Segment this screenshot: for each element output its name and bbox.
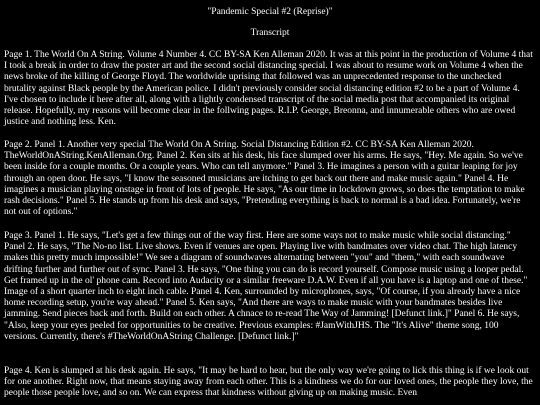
paragraph-page-1: Page 1. The World On A String. Volume 4 Number 4. CC BY-SA Ken Alleman 2020. It was at this point in the production of Volume 4 that I took a break in order to draw the poster art and the second social distancing special. I was about to resume work on Volume 4 when the news broke of the killing of George Floyd. The worldwide uprising that followed was an unprecedented response to the unchecked brutality against Black people by the American police. I didn't previously consider social distancing edition #2 to be a part of Volume 4. I've chosen to include it here after all, along with a lightly condensed transcript of the social media post that accompanied its original release. Hopefully, my reasons will become clear in the follwing pages. R.I.P. George, Breonna, and innumerable others who are owed justice and nothing less. Ken. (4, 50, 533, 128)
paragraph-page-4: Page 4. Ken is slumped at his desk again. He says, "It may be hard to hear, but the only way we're going to lick this thing is if we look out for one another. Right now, that means staying away from each other. This is a kindness we do for our loved ones, the people they love, the people those people love, and so on. We can express that kindness without giving up on making music. Even (4, 366, 533, 399)
page-subtitle: Transcript (250, 28, 290, 38)
paragraph-page-3: Page 3. Panel 1. He says, "Let's get a few things out of the way first. Here are some ways not to make music while social distancing." Panel 2. He says, "The No-no list. Live shows. Even if venues are open. Playing live with bandmates over video chat. The high latency makes this pretty much impossible!" We see a diagram of soundwaves alternating between "you" and "them," with each soundwave drifting further and further out of sync. Panel 3. He says, "One thing you can do is record yourself. Compose music using a looper pedal. Get framed up in the ol' phone cam. Record into Audacity or a similar freeware D.A.W. Even if all you have is a laptop and one of these." Image of a short quarter inch to eight inch cable. Panel 4. Ken, surrounded by microphones, says, "Of course, if you already have a nice home recording setup, you're way ahead." Panel 5. Ken says, "And there are ways to make music with your bandmates besides live jamming. Send pieces back and forth. Build on each other. A chnace to re-read The Way of Jamming! [Defunct link.]" Panel 6. He says, "Also, keep your eyes peeled for opportunities to be creative. Previous examples: #JamWithJHS. The "It's Alive" theme song, 100 versions. Currently, there's #TheWorldOnAString Challenge. [Defunct link.]" (4, 231, 528, 342)
paragraph-page-2: Page 2. Panel 1. Another very special The World On A String. Social Distancing Edition #2. CC BY-SA Ken Alleman 2020. TheWorldOnAString.KenAlleman.Org. Panel 2. Ken sits at his desk, his face slumped over his arms. He says, "Hey. Me again. So we've been inside for a couple months. Or a couple years. Who can tell anymore." Panel 3. He imagines a person with a guitar leaping for joy through an open door. He says, "I know the seasoned musicians are itching to get back out there and make music again." Panel 4. He imagines a musician playing onstage in front of lots of people. He says, "As our time in lockdown grows, so does the temptation to make rash decisions." Panel 5. He stands up from his desk and says, "Pretending everything is back to normal is a bad idea. Fortunately, we're not out of options." (4, 140, 525, 218)
page-title: "Pandemic Special #2 (Reprise)" (207, 7, 333, 17)
